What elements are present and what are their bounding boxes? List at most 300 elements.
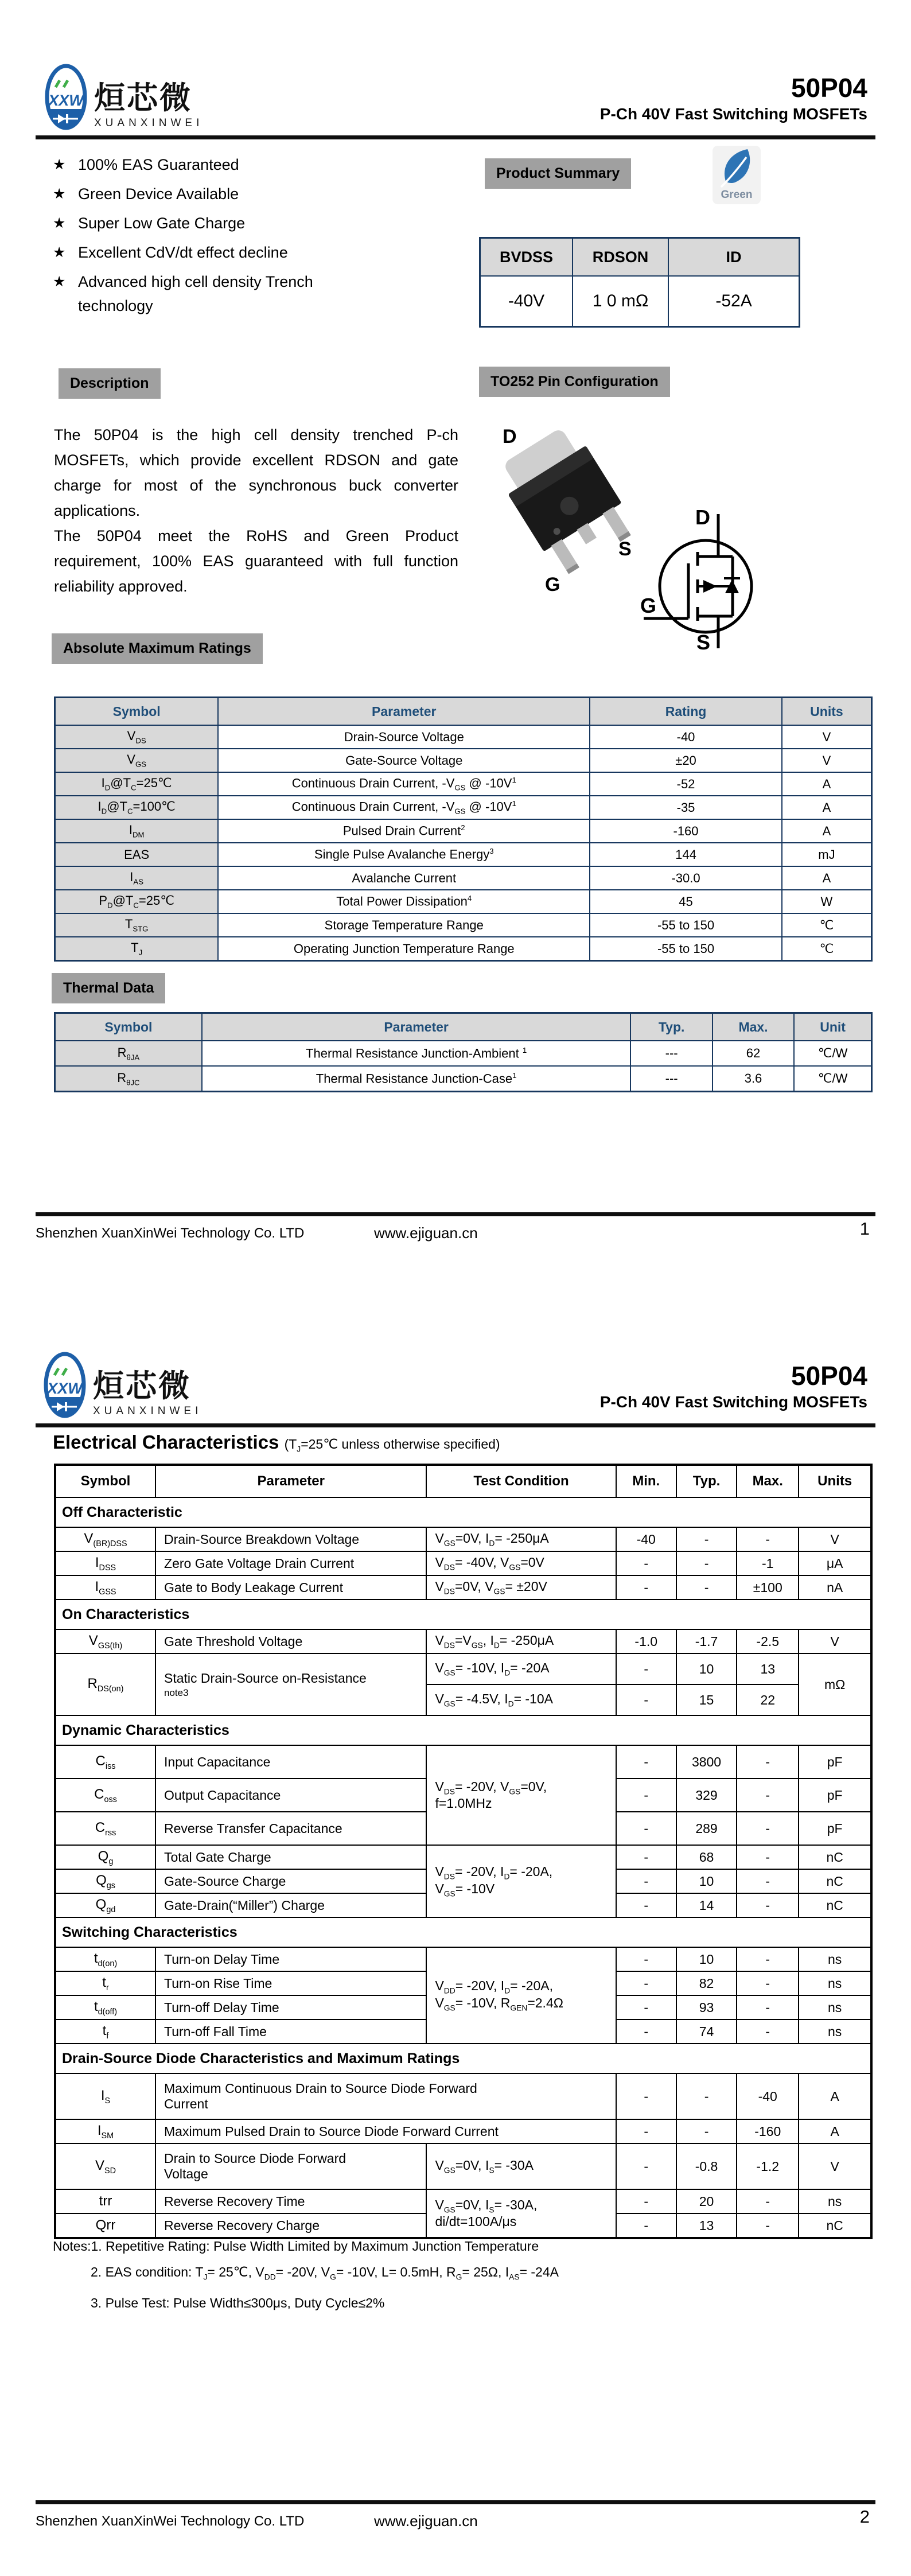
summary-value: 1 0 mΩ	[573, 276, 668, 327]
symbol-cell: $V_{SD}$	[55, 2143, 155, 2189]
rating-cell: 144	[590, 843, 782, 866]
units-cell: A	[782, 796, 872, 819]
min-cell: -	[616, 1551, 676, 1575]
rating-cell: -160	[590, 819, 782, 843]
param-cell: Maximum Pulsed Drain to Source Diode Forward Current	[155, 2119, 616, 2143]
symbol-cell: $I_S$	[55, 2073, 155, 2119]
symbol-cell: $t_{d(on)}$	[55, 1947, 155, 1971]
col-header: Rating	[590, 698, 782, 726]
max-cell: -	[737, 1745, 799, 1779]
pin-label-s: S	[618, 538, 632, 560]
leaf-icon	[717, 146, 757, 189]
symbol-cell: $C_{rss}$	[55, 1812, 155, 1845]
table-row	[55, 2073, 871, 2119]
brand-name-en: XUANXINWEI	[94, 117, 204, 129]
symbol-cell: $T_{STG}$	[55, 913, 219, 937]
page-2	[0, 1288, 911, 2576]
param-cell: Input Capacitance	[155, 1745, 426, 1779]
param-note: note3	[164, 1687, 189, 1698]
typ-cell: 20	[676, 2189, 737, 2213]
table-row	[55, 1745, 871, 1779]
min-cell: -	[616, 1845, 676, 1869]
col-header: Unit	[794, 1013, 871, 1041]
param-cell: Turn-on Delay Time	[155, 1947, 426, 1971]
typ-cell: 74	[676, 2019, 737, 2044]
param-cell: Static Drain-Source on-Resistance note3	[155, 1653, 426, 1715]
cond-cell: $V_{DS}=V_{GS}$, $I_D= -250\mu A$	[426, 1629, 616, 1653]
cond-cell: $V_{DS}= -20V$, $V_{GS}=0V$, f=1.0MHz	[426, 1745, 616, 1845]
typ-cell: -	[676, 1551, 737, 1575]
typ-cell: 14	[676, 1893, 737, 1917]
table-row	[55, 937, 872, 961]
symbol-cell: $Q_{gd}$	[55, 1893, 155, 1917]
units-cell: pF	[799, 1745, 871, 1779]
typ-cell: ---	[630, 1066, 712, 1092]
star-icon: ★	[53, 274, 66, 290]
param-cell: Single Pulse Avalanche Energy$^3$	[218, 843, 590, 866]
feature-item: ★ Excellent CdV/dt effect decline	[53, 240, 374, 264]
section-row	[55, 1917, 871, 1947]
symbol-label-g: G	[640, 594, 657, 617]
units-cell: nA	[799, 1575, 871, 1600]
param-cell: Gate-Source Voltage	[218, 749, 590, 772]
cond-cell: $V_{GS}=0V$, $I_S= -30A$, di/dt=100A/μs	[426, 2189, 616, 2238]
typ-cell: -	[676, 2119, 737, 2143]
feature-item: ★ Super Low Gate Charge	[53, 211, 374, 235]
units-cell: A	[799, 2119, 871, 2143]
svg-text:XXW: XXW	[48, 92, 84, 109]
max-cell: -	[737, 1845, 799, 1869]
description-title: Description	[59, 368, 161, 399]
param-cell: Continuous Drain Current, $-V_{GS}$ @ $-10V^1$	[218, 772, 590, 796]
symbol-cell: $I_{AS}$	[55, 866, 219, 890]
units-cell: pF	[799, 1812, 871, 1845]
ec-subtitle: ($T_J=25℃$ unless otherwise specified)	[284, 1437, 500, 1454]
pin-label-d: D	[503, 426, 517, 448]
rating-cell: -40	[590, 725, 782, 749]
param-cell: Gate to Body Leakage Current	[155, 1575, 426, 1600]
col-header: Parameter	[218, 698, 590, 726]
mosfet-symbol	[638, 506, 773, 652]
max-cell: -40	[737, 2073, 799, 2119]
symbol-cell: trr	[55, 2189, 155, 2213]
table-row	[55, 1527, 871, 1551]
brand-name-cn: 烜芯微	[93, 1369, 191, 1404]
col-header: Min.	[616, 1465, 676, 1497]
param-cell: Thermal Resistance Junction-Ambient $^1$	[202, 1041, 631, 1066]
param-cell: Pulsed Drain Current$^2$	[218, 819, 590, 843]
min-cell: -	[616, 2143, 676, 2189]
max-cell: -	[737, 2213, 799, 2238]
package-photo	[488, 418, 643, 596]
col-header: Typ.	[676, 1465, 737, 1497]
table-row	[55, 2143, 871, 2189]
symbol-cell: $V_{GS(th)}$	[55, 1629, 155, 1653]
cond-cell: $V_{DD}= -20V$, $I_D= -20A$, $V_{GS}= -10V$, $R_{GEN}=2.4\Omega$	[426, 1947, 616, 2044]
typ-cell: 329	[676, 1779, 737, 1812]
typ-cell: -0.8	[676, 2143, 737, 2189]
typ-cell: -1.7	[676, 1629, 737, 1653]
col-header: Units	[799, 1465, 871, 1497]
symbol-cell: $T_J$	[55, 937, 219, 961]
notes-block	[53, 2233, 559, 2316]
typ-cell: 82	[676, 1971, 737, 1995]
symbol-cell: $Q_g$	[55, 1845, 155, 1869]
max-cell: -	[737, 1947, 799, 1971]
symbol-cell: $C_{oss}$	[55, 1779, 155, 1812]
symbol-cell: $R_{\theta JC}$	[55, 1066, 202, 1092]
table-row	[55, 890, 872, 913]
max-cell: -2.5	[737, 1629, 799, 1653]
symbol-cell: $t_r$	[55, 1971, 155, 1995]
param-cell: Zero Gate Voltage Drain Current	[155, 1551, 426, 1575]
max-cell: -	[737, 2019, 799, 2044]
table-row	[55, 819, 872, 843]
param-cell: Turn-off Fall Time	[155, 2019, 426, 2044]
units-cell: V	[799, 2143, 871, 2189]
symbol-cell: $Q_{gs}$	[55, 1869, 155, 1893]
cond-cell: $V_{DS}= -20V$, $I_D= -20A$, $V_{GS}= -10V$	[426, 1845, 616, 1917]
page-number: 2	[859, 2507, 870, 2527]
section-label: Drain-Source Diode Characteristics and Maximum Ratings	[55, 2044, 871, 2073]
section-row	[55, 1600, 871, 1629]
feature-item: ★ Green Device Available	[53, 182, 374, 206]
symbol-cell: $t_f$	[55, 2019, 155, 2044]
symbol-cell: $I_{DM}$	[55, 819, 219, 843]
col-header: Max.	[737, 1465, 799, 1497]
units-cell: nC	[799, 1869, 871, 1893]
table-row	[55, 1575, 871, 1600]
units-cell: V	[782, 749, 872, 772]
typ-cell: -	[676, 2073, 737, 2119]
table-row	[55, 1629, 871, 1653]
param-cell: Gate Threshold Voltage	[155, 1629, 426, 1653]
min-cell: -	[616, 1684, 676, 1715]
symbol-label-s: S	[696, 631, 710, 652]
table-row	[55, 1551, 871, 1575]
star-icon: ★	[53, 186, 66, 202]
cond-cell: $V_{GS}= -4.5V$, $I_D= -10A$	[426, 1684, 616, 1715]
min-cell: -40	[616, 1527, 676, 1551]
col-header: Parameter	[155, 1465, 426, 1497]
param-cell: Output Capacitance	[155, 1779, 426, 1812]
feature-item: ★ 100% EAS Guaranteed	[53, 153, 374, 177]
param-cell: Drain-Source Breakdown Voltage	[155, 1527, 426, 1551]
section-label: Dynamic Characteristics	[55, 1715, 871, 1745]
param-cell: Maximum Continuous Drain to Source Diode Forward Current	[155, 2073, 616, 2119]
cond-cell: $V_{GS}=0V$, $I_D= -250\mu A$	[426, 1527, 616, 1551]
symbol-cell: $I_D@T_C=100℃$	[55, 796, 219, 819]
footer-company: Shenzhen XuanXinWei Technology Co. LTD	[36, 1225, 305, 1241]
typ-cell: -	[676, 1527, 737, 1551]
symbol-cell: $R_{\theta JA}$	[55, 1041, 202, 1066]
typ-cell: 15	[676, 1684, 737, 1715]
section-label: On Characteristics	[55, 1600, 871, 1629]
typ-cell: ---	[630, 1041, 712, 1066]
part-family: P-Ch 40V Fast Switching MOSFETs	[599, 1392, 867, 1411]
typ-cell: 10	[676, 1869, 737, 1893]
units-cell: ns	[799, 2189, 871, 2213]
col-header: BVDSS	[480, 238, 573, 277]
description-text	[54, 422, 458, 599]
table-row	[55, 866, 872, 890]
note-line: Notes:1. Repetitive Rating: Pulse Width Limited by Maximum Junction Temperature	[53, 2239, 539, 2254]
max-cell: -	[737, 2189, 799, 2213]
max-cell: 22	[737, 1684, 799, 1715]
units-cell: A	[782, 819, 872, 843]
min-cell: -	[616, 1745, 676, 1779]
brand-logo	[44, 63, 203, 131]
param-cell: Operating Junction Temperature Range	[218, 937, 590, 961]
units-cell: A	[782, 866, 872, 890]
min-cell: -1.0	[616, 1629, 676, 1653]
logo-oval-icon	[44, 63, 88, 131]
table-row	[55, 796, 872, 819]
star-icon: ★	[53, 244, 66, 260]
units-cell: ns	[799, 2019, 871, 2044]
units-cell: A	[782, 772, 872, 796]
symbol-cell: $C_{iss}$	[55, 1745, 155, 1779]
param-cell: Total Power Dissipation$^4$	[218, 890, 590, 913]
typ-cell: 93	[676, 1995, 737, 2019]
max-cell: -	[737, 1812, 799, 1845]
symbol-cell: $V_{(BR)DSS}$	[55, 1527, 155, 1551]
symbol-cell: $P_D@T_C=25℃$	[55, 890, 219, 913]
max-cell: -	[737, 1869, 799, 1893]
cond-cell: $V_{DS}=0V$, $V_{GS}= \pm 20V$	[426, 1575, 616, 1600]
units-cell: ns	[799, 1971, 871, 1995]
abs-max-table	[54, 696, 873, 962]
rating-cell: -55 to 150	[590, 913, 782, 937]
col-header: Units	[782, 698, 872, 726]
param-cell: Reverse Recovery Time	[155, 2189, 426, 2213]
param-cell: Drain to Source Diode Forward Voltage	[155, 2143, 426, 2189]
table-row	[55, 2189, 871, 2213]
units-cell: A	[799, 2073, 871, 2119]
max-cell: -	[737, 1995, 799, 2019]
col-header: Max.	[713, 1013, 794, 1041]
units-cell: mΩ	[799, 1653, 871, 1715]
units-cell: W	[782, 890, 872, 913]
symbol-cell: $t_{d(off)}$	[55, 1995, 155, 2019]
max-cell: 3.6	[713, 1066, 794, 1092]
symbol-cell: $V_{DS}$	[55, 725, 219, 749]
units-cell: ℃	[782, 937, 872, 961]
section-row	[55, 1715, 871, 1745]
table-row	[55, 1066, 872, 1092]
max-cell: -	[737, 1893, 799, 1917]
units-cell: pF	[799, 1779, 871, 1812]
section-row	[55, 1497, 871, 1527]
table-row	[55, 1653, 871, 1684]
symbol-cell: $I_{GSS}$	[55, 1575, 155, 1600]
col-header: Typ.	[630, 1013, 712, 1041]
section-row	[55, 2044, 871, 2073]
footer-rule	[36, 1212, 875, 1216]
typ-cell: 68	[676, 1845, 737, 1869]
units-cell: ns	[799, 1947, 871, 1971]
param-cell: Turn-on Rise Time	[155, 1971, 426, 1995]
part-family: P-Ch 40V Fast Switching MOSFETs	[599, 104, 867, 123]
section-label: Switching Characteristics	[55, 1917, 871, 1947]
footer-rule	[36, 2500, 875, 2504]
table-row	[55, 1041, 872, 1066]
max-cell: -	[737, 1779, 799, 1812]
min-cell: -	[616, 1812, 676, 1845]
units-cell: ℃/W	[794, 1041, 871, 1066]
section-label: Off Characteristic	[55, 1497, 871, 1527]
min-cell: -	[616, 2189, 676, 2213]
table-row	[55, 1947, 871, 1971]
note-line: 2. EAS condition: $T_J=$ 25℃, $V_{DD}= -20V$, $V_G= -10V$, L= 0.5mH, $R_G= 25\Omega$, $I_{AS}= -24A$	[91, 2264, 559, 2282]
min-cell: -	[616, 1779, 676, 1812]
param-cell: Reverse Recovery Charge	[155, 2213, 426, 2238]
page-number: 1	[859, 1219, 870, 1239]
max-cell: -	[737, 1527, 799, 1551]
table-row	[55, 772, 872, 796]
max-cell: -1	[737, 1551, 799, 1575]
abs-max-title: Absolute Maximum Ratings	[52, 633, 263, 664]
typ-cell: 13	[676, 2213, 737, 2238]
max-cell: ±100	[737, 1575, 799, 1600]
param-cell: Thermal Resistance Junction-Case$^1$	[202, 1066, 631, 1092]
green-badge-label: Green	[721, 189, 753, 201]
units-cell: ℃/W	[794, 1066, 871, 1092]
thermal-title: Thermal Data	[52, 973, 165, 1003]
summary-value: -40V	[480, 276, 573, 327]
col-header: Test Condition	[426, 1465, 616, 1497]
table-row	[55, 843, 872, 866]
col-header: Parameter	[202, 1013, 631, 1041]
note-line: 3. Pulse Test: Pulse Width≤300μs, Duty Cycle≤2%	[91, 2295, 385, 2310]
min-cell: -	[616, 2073, 676, 2119]
feature-item: ★ Advanced high cell density Trench technology	[53, 270, 374, 318]
min-cell: -	[616, 1971, 676, 1995]
symbol-cell: EAS	[55, 843, 219, 866]
min-cell: -	[616, 1869, 676, 1893]
symbol-cell: $V_{GS}$	[55, 749, 219, 772]
header-rule	[36, 135, 875, 139]
cond-cell: $V_{GS}= -10V$, $I_D= -20A$	[426, 1653, 616, 1684]
ec-title: Electrical Characteristics ($T_J=25℃$ unless otherwise specified)	[53, 1431, 500, 1454]
symbol-cell: $I_D@T_C=25℃$	[55, 772, 219, 796]
cond-cell: $V_{DS}= -40V$, $V_{GS}=0V$	[426, 1551, 616, 1575]
table-row	[55, 725, 872, 749]
param-cell: Total Gate Charge	[155, 1845, 426, 1869]
pin-config-title: TO252 Pin Configuration	[479, 367, 670, 397]
summary-value: -52A	[668, 276, 799, 327]
units-cell: ℃	[782, 913, 872, 937]
rating-cell: 45	[590, 890, 782, 913]
units-cell: ns	[799, 1995, 871, 2019]
table-row	[55, 913, 872, 937]
max-cell: 62	[713, 1041, 794, 1066]
units-cell: mJ	[782, 843, 872, 866]
param-cell: Turn-off Delay Time	[155, 1995, 426, 2019]
part-number: 50P04	[791, 73, 867, 103]
symbol-cell: $R_{DS(on)}$	[55, 1653, 155, 1715]
table-row	[55, 2119, 871, 2143]
param-cell: Gate-Source Charge	[155, 1869, 426, 1893]
min-cell: -	[616, 1653, 676, 1684]
ec-table	[54, 1464, 873, 2239]
brand-name-cn: 烜芯微	[94, 81, 192, 116]
table-row	[55, 749, 872, 772]
symbol-label-d: D	[695, 506, 710, 529]
min-cell: -	[616, 2019, 676, 2044]
svg-text:XXW: XXW	[47, 1380, 83, 1397]
symbol-cell: $I_{DSS}$	[55, 1551, 155, 1575]
units-cell: nC	[799, 1893, 871, 1917]
units-cell: V	[799, 1629, 871, 1653]
rating-cell: -52	[590, 772, 782, 796]
max-cell: -	[737, 1971, 799, 1995]
col-header: Symbol	[55, 698, 219, 726]
min-cell: -	[616, 2119, 676, 2143]
typ-cell: 289	[676, 1812, 737, 1845]
typ-cell: 3800	[676, 1745, 737, 1779]
typ-cell: 10	[676, 1653, 737, 1684]
units-cell: V	[799, 1527, 871, 1551]
green-badge	[713, 146, 761, 204]
units-cell: nC	[799, 2213, 871, 2238]
param-cell: Continuous Drain Current, $-V_{GS}$ @ $-10V^1$	[218, 796, 590, 819]
param-cell: Gate-Drain(“Miller”) Charge	[155, 1893, 426, 1917]
rating-cell: -35	[590, 796, 782, 819]
rating-cell: -55 to 150	[590, 937, 782, 961]
param-cell: Reverse Transfer Capacitance	[155, 1812, 426, 1845]
description-paragraph: The 50P04 is the high cell density trenched P-ch MOSFETs, which provide excellent RDSON and gate charge for most of the synchronous buck converter applications.	[54, 426, 458, 519]
col-header: ID	[668, 238, 799, 277]
param-cell: Storage Temperature Range	[218, 913, 590, 937]
col-header: RDSON	[573, 238, 668, 277]
min-cell: -	[616, 1893, 676, 1917]
feature-list	[53, 153, 374, 323]
star-icon: ★	[53, 215, 66, 231]
brand-logo	[42, 1351, 202, 1419]
footer-company: Shenzhen XuanXinWei Technology Co. LTD	[36, 2513, 305, 2529]
min-cell: -	[616, 1575, 676, 1600]
cond-cell: $V_{GS}=0V$, $I_S= -30A$	[426, 2143, 616, 2189]
logo-oval-icon	[42, 1351, 87, 1419]
col-header: Symbol	[55, 1013, 202, 1041]
rating-cell: ±20	[590, 749, 782, 772]
rating-cell: -30.0	[590, 866, 782, 890]
param-cell: Avalanche Current	[218, 866, 590, 890]
footer-website: www.ejiguan.cn	[374, 1224, 478, 1242]
units-cell: μA	[799, 1551, 871, 1575]
symbol-cell: Qrr	[55, 2213, 155, 2238]
pin-label-g: G	[545, 574, 560, 596]
min-cell: -	[616, 1947, 676, 1971]
typ-cell: -	[676, 1575, 737, 1600]
max-cell: -1.2	[737, 2143, 799, 2189]
param-cell: Drain-Source Voltage	[218, 725, 590, 749]
footer-website: www.ejiguan.cn	[374, 2512, 478, 2530]
min-cell: -	[616, 2213, 676, 2238]
star-icon: ★	[53, 157, 66, 173]
max-cell: 13	[737, 1653, 799, 1684]
typ-cell: 10	[676, 1947, 737, 1971]
product-summary-table	[479, 237, 800, 328]
units-cell: nC	[799, 1845, 871, 1869]
col-header: Symbol	[55, 1465, 155, 1497]
description-paragraph: The 50P04 meet the RoHS and Green Product requirement, 100% EAS guaranteed with full function reliability approved.	[54, 527, 458, 595]
table-row	[55, 1845, 871, 1869]
symbol-cell: $I_{SM}$	[55, 2119, 155, 2143]
min-cell: -	[616, 1995, 676, 2019]
brand-name-en: XUANXINWEI	[93, 1405, 203, 1417]
